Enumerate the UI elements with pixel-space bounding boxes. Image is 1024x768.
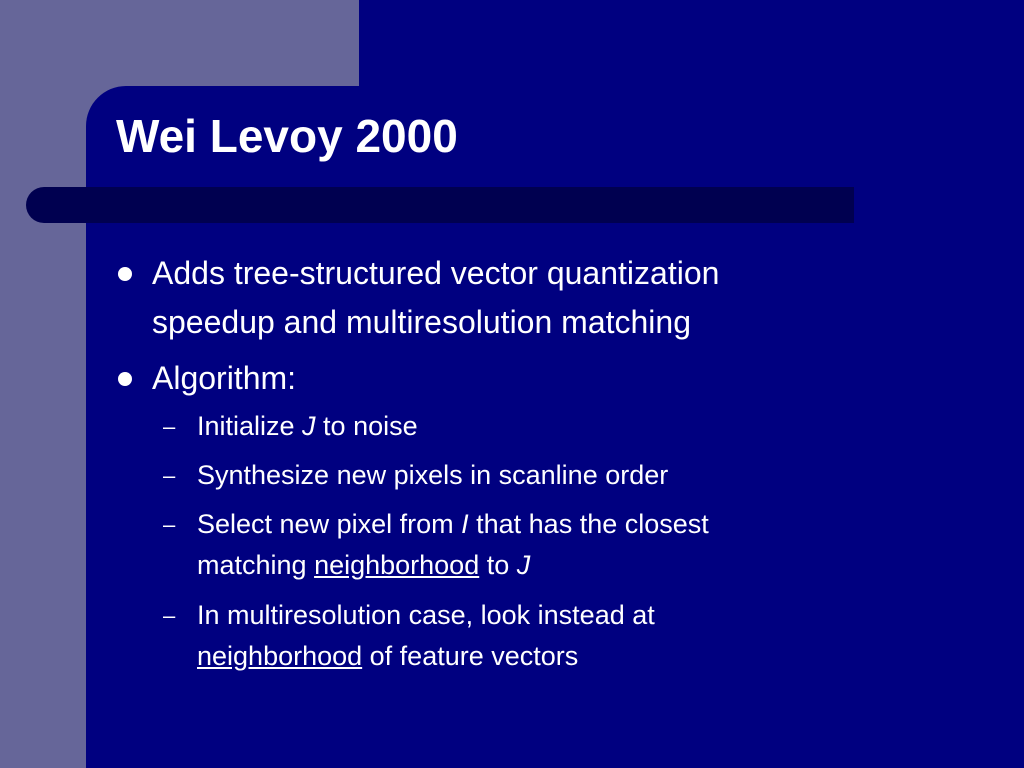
- sub-bullet-text: that has the closest: [468, 509, 709, 539]
- bullet-item: [152, 249, 892, 347]
- sub-bullet-text: Synthesize new pixels in scanline order: [197, 460, 669, 490]
- bullet-dot-icon: [118, 267, 132, 281]
- sub-bullet-item: [163, 595, 877, 677]
- dash-icon: –: [163, 512, 176, 537]
- variable-j: J: [516, 550, 531, 580]
- dash-icon: –: [163, 603, 176, 628]
- sub-bullet-text: matching: [197, 550, 315, 580]
- variable-i: I: [461, 509, 469, 539]
- sub-bullet-item: [163, 406, 877, 447]
- bullet-text-line: Adds tree-structured vector quantization: [152, 255, 720, 291]
- sub-bullet-text: to noise: [315, 411, 418, 441]
- sub-bullet-text: In multiresolution case, look instead at: [197, 600, 655, 630]
- sub-bullet-text: to: [479, 550, 517, 580]
- sub-bullet-text: of feature vectors: [362, 641, 579, 671]
- variable-j: J: [302, 411, 316, 441]
- bullet-text: Algorithm:: [152, 360, 297, 396]
- neighborhood-link[interactable]: neighborhood: [197, 641, 363, 671]
- neighborhood-link[interactable]: neighborhood: [314, 550, 480, 580]
- sub-bullet-item: [163, 455, 877, 496]
- bullet-item: [152, 354, 892, 403]
- dash-icon: –: [163, 463, 176, 488]
- slide-title: Wei Levoy 2000: [116, 110, 458, 162]
- sub-bullet-text: Initialize: [197, 411, 303, 441]
- bullet-dot-icon: [118, 372, 132, 386]
- sub-bullet-item: [163, 504, 877, 586]
- bullet-text-line: speedup and multiresolution matching: [152, 304, 691, 340]
- dash-icon: –: [163, 414, 176, 439]
- sub-bullet-text: Select new pixel from: [197, 509, 462, 539]
